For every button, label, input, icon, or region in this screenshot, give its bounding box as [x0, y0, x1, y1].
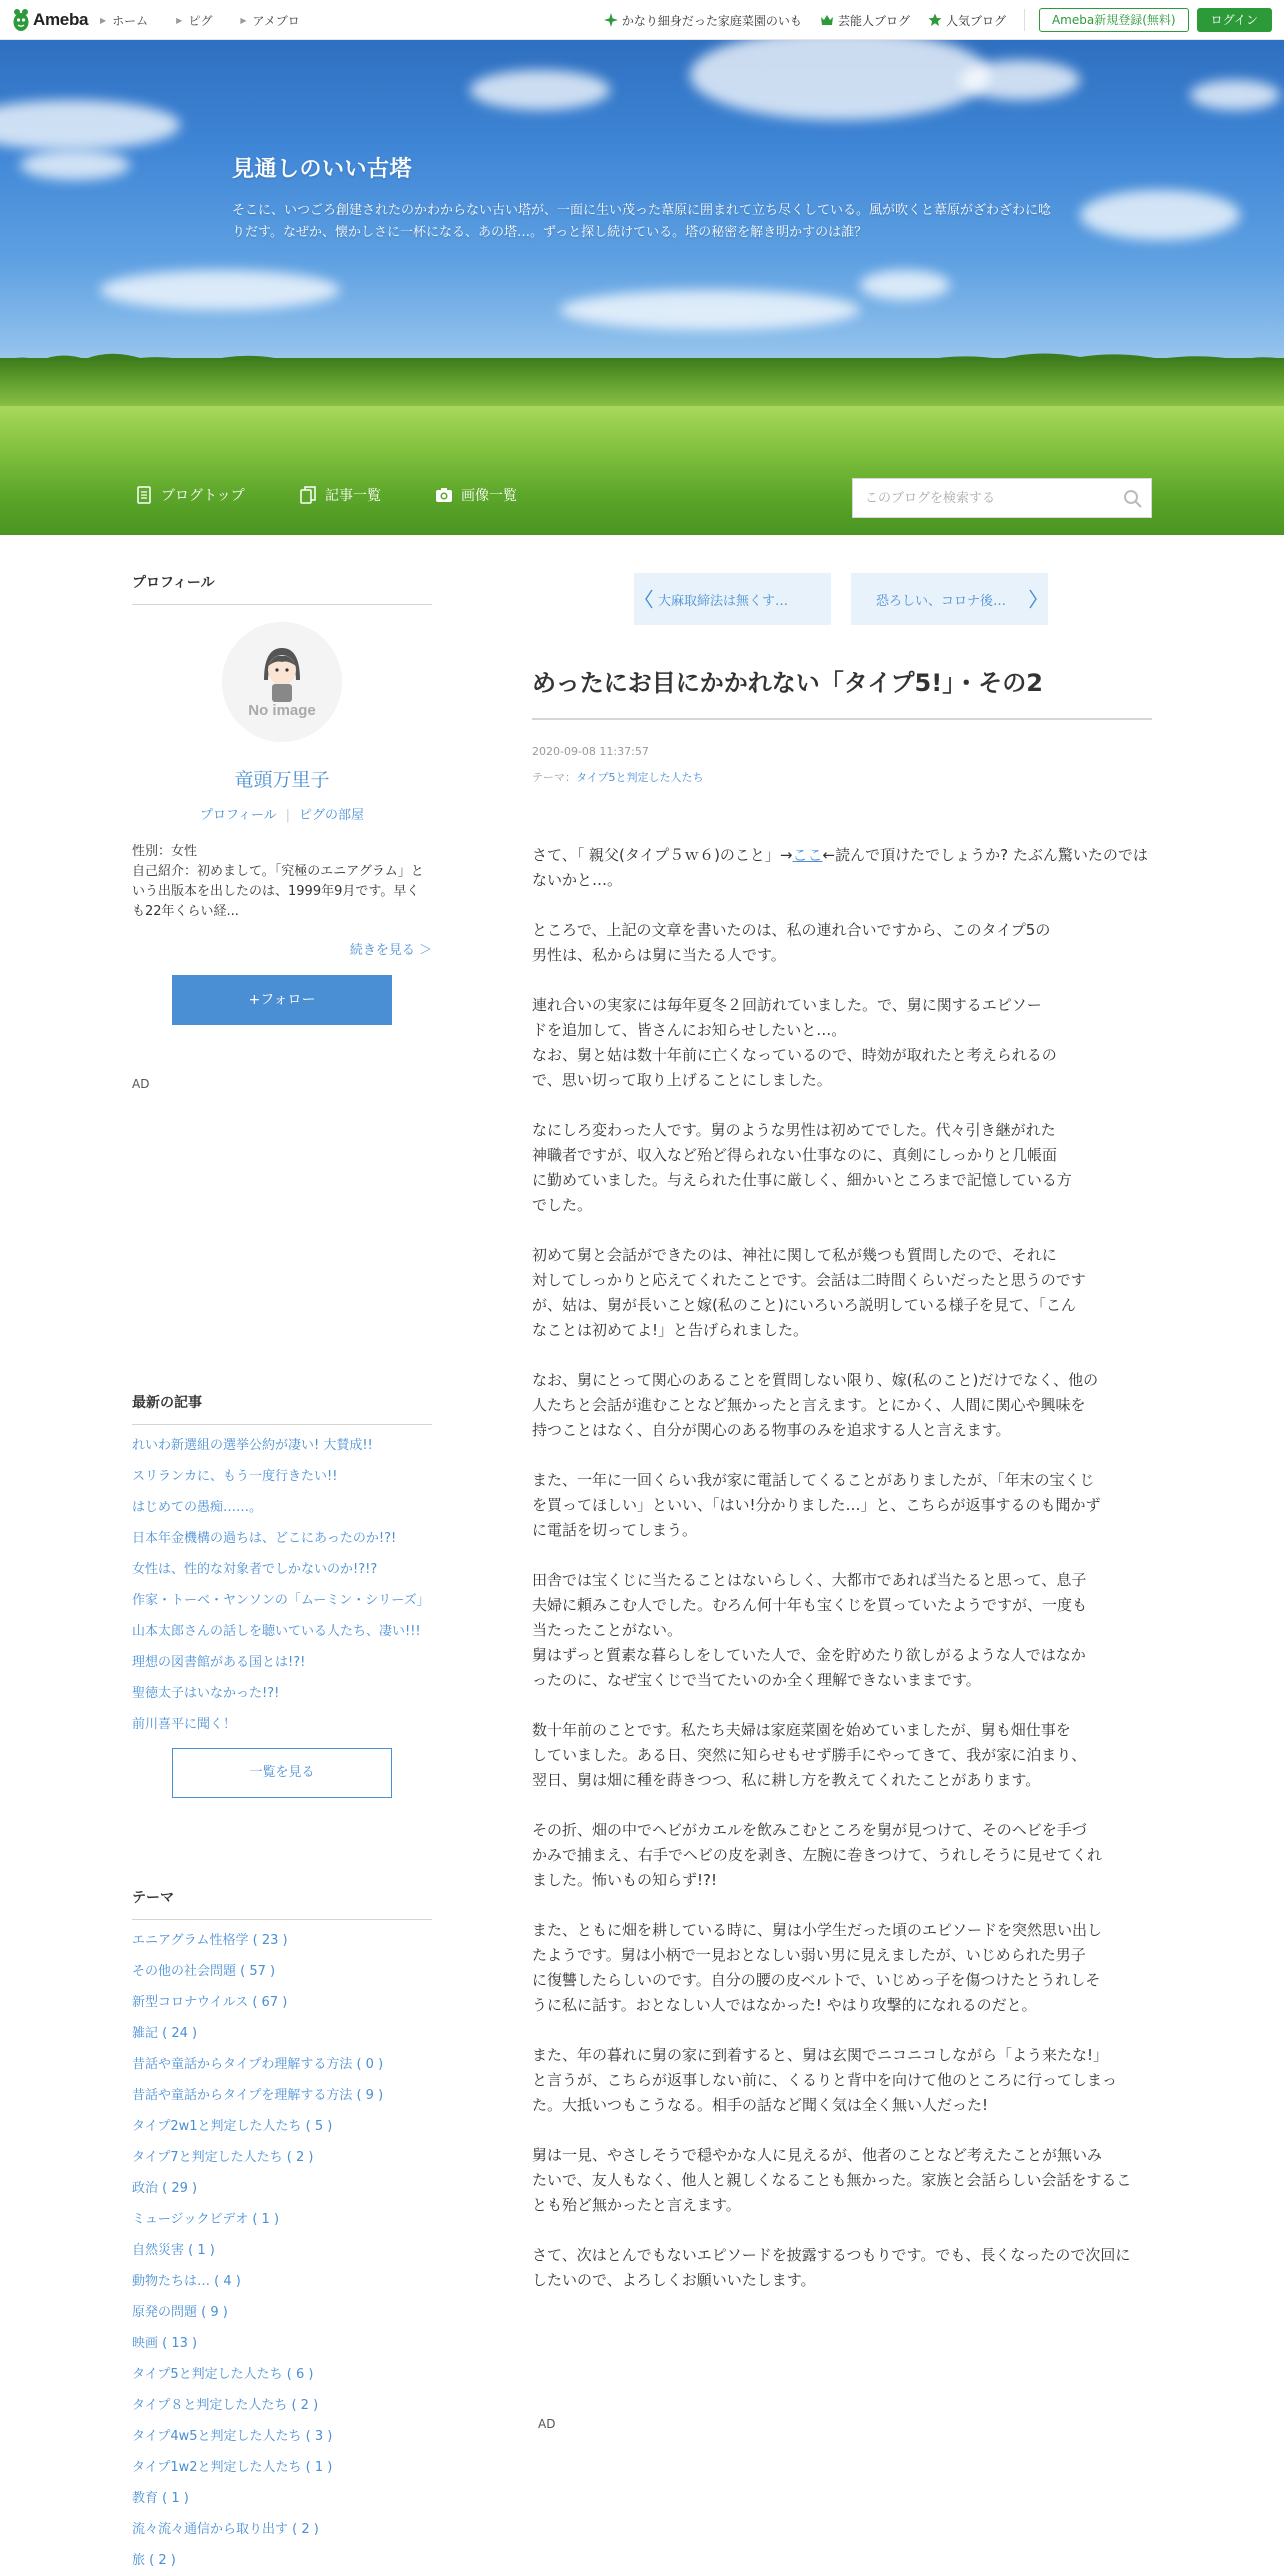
blog-search	[852, 478, 1152, 518]
read-more-link[interactable]: 続きを見る ＞	[349, 943, 432, 958]
separator: |	[285, 808, 291, 823]
ad-label: AD	[538, 2417, 556, 2431]
featured-blog-label: かなり細身だった家庭菜園のいも	[621, 13, 802, 28]
global-nav	[100, 0, 328, 40]
recent-article-link[interactable]: 前川喜平に聞く！	[132, 1717, 237, 1732]
theme-link[interactable]: タイプ5と判定した人たち ( 6 )	[132, 2367, 314, 2382]
image-list-label: 画像一覧	[461, 488, 517, 504]
cloud	[100, 270, 340, 310]
blog-top-label: ブログトップ	[161, 488, 245, 504]
pigg-room-link[interactable]: ピグの部屋	[299, 808, 365, 823]
follow-button[interactable]: +フォロー	[172, 975, 392, 1025]
hills	[0, 358, 1284, 410]
next-article-button[interactable]	[851, 573, 1048, 625]
chevron-left-icon	[644, 589, 654, 609]
nav-home-label: ホーム	[112, 13, 149, 28]
prev-article-button[interactable]	[634, 573, 831, 625]
avatar[interactable]	[222, 622, 342, 742]
triangle-right-icon: ▶	[100, 15, 107, 25]
article-paragraph: ところで、上記の文章を書いたのは、私の連れ合いですから、このタイプ5の 男性は、私からは舅に当たる人です。	[532, 921, 1051, 964]
blog-header-skin	[0, 40, 1284, 535]
article-paragraph: 舅は一見、やさしそうで穏やかな人に見えるが、他者のことなど考えたことが無いみ たいで、友人もなく、他人と親しくなることも無かった。家族と会話らしい会話をするこ とも殆ど無かったと言えます。	[532, 2146, 1132, 2214]
theme-link[interactable]: 昔話や童話からタイプわ理解する方法 ( 0 )	[132, 2057, 384, 2072]
theme-link[interactable]: 映画 ( 13 )	[132, 2336, 198, 2351]
article-theme-link[interactable]	[532, 769, 703, 785]
article-paragraph: また、年の暮れに舅の家に到着すると、舅は玄関でニコニコしながら「よう来たな!」 と言うが、こちらが返事しない前に、くるりと背中を向けて他のところに行ってしまっ た。大抵いつもこうなる。相手の話など聞く気は全く無い人だった!	[532, 2046, 1118, 2114]
image-list-link[interactable]	[435, 485, 517, 505]
blog-top-link[interactable]	[135, 485, 245, 505]
theme-link[interactable]: 旅 ( 2 )	[132, 2553, 176, 2568]
cloud	[1190, 80, 1280, 110]
recent-articles	[132, 1392, 432, 1798]
profile-heading: プロフィール	[132, 572, 432, 605]
recent-heading: 最新の記事	[132, 1392, 432, 1425]
article-pager	[634, 573, 1048, 625]
article-paragraph: なお、舅にとって関心のあることを質問しない限り、嫁(私のこと)だけでなく、他の 人たちと会話が進むことなど無かったと言えます。とにかく、人間に関心や興味を 持つことはなく、自分が関心のある物事のみを追求する人と言えます。	[532, 1371, 1099, 1439]
article-paragraph: また、一年に一回くらい我が家に電話してくることがありましたが、「年末の宝くじ を買ってほしい」といい、「はい!分かりました…」と、こちらが返事するのも聞かず に電話を切ってしまう。	[532, 1471, 1101, 1539]
camera-icon	[435, 486, 453, 504]
theme-link[interactable]: 原発の問題 ( 9 )	[132, 2305, 228, 2320]
paragraph-list	[532, 918, 1152, 2293]
theme-link[interactable]: ミュージックビデオ ( 1 )	[132, 2212, 280, 2227]
theme-prefix: テーマ：	[532, 771, 576, 784]
recent-article-link[interactable]: れいわ新選組の選挙公約が凄い! 大賛成!!	[132, 1438, 373, 1453]
profile-name[interactable]: 竜頭万里子	[234, 769, 330, 791]
search-icon[interactable]	[1123, 489, 1143, 509]
featured-blog-link[interactable]	[604, 12, 802, 29]
theme-link[interactable]: その他の社会問題 ( 57 )	[132, 1964, 276, 1979]
recent-article-link[interactable]: 聖徳太子はいなかった!?!	[132, 1686, 280, 1701]
pages-icon	[299, 486, 317, 504]
ameba-mascot-icon	[12, 8, 30, 32]
header-right	[604, 0, 1272, 40]
theme-link[interactable]: タイプ7と判定した人たち ( 2 )	[132, 2150, 314, 2165]
triangle-right-icon: ▶	[176, 15, 183, 25]
recent-article-link[interactable]: スリランカに、もう一度行きたい!!	[132, 1469, 338, 1484]
article-paragraph: また、ともに畑を耕している時に、舅は小学生だった頃のエピソードを突然思い出し たようです。舅は小柄で一見おとなしい弱い男に見えましたが、いじめられた男子 に復讐したらしいのです。自分の腰の皮ベルトで、いじめっ子を傷つけたとうれしそ うに私に話す。おとなしい人ではなかった! やはり攻撃的になれるのだと。	[532, 1921, 1103, 2014]
article-paragraph: なにしろ変わった人です。舅のような男性は初めてでした。代々引き継がれた 神職者ですが、収入など殆ど得られない仕事なのに、真剣にしっかりと几帳面 に勤めていました。与えられた仕事に厳しく、細かいところまで記憶している方 でした。	[532, 1121, 1072, 1214]
theme-link[interactable]: 自然災害 ( 1 )	[132, 2243, 215, 2258]
nav-pigg-label: ピグ	[188, 13, 213, 28]
no-image-avatar-icon	[222, 622, 342, 742]
recent-article-link[interactable]: はじめての愚痴……。	[132, 1500, 263, 1515]
theme-link[interactable]: 雑記 ( 24 )	[132, 2026, 198, 2041]
prev-article-label: 大麻取締法は無くす…	[658, 593, 789, 609]
article-paragraph: 数十年前のことです。私たち夫婦は家庭菜園を始めていましたが、舅も畑仕事を していました。ある日、突然に知らせもせず勝手にやってきて、我が家に泊まり、 翌日、舅は畑に種を蒔きつつ、私に耕し方を教えてくれたことがあります。	[532, 1721, 1087, 1789]
avatar-placeholder-text: No image	[248, 702, 316, 719]
article-paragraph	[532, 843, 1152, 893]
theme-link[interactable]: タイプ4w5と判定した人たち ( 3 )	[132, 2429, 333, 2444]
document-icon	[135, 486, 153, 504]
ameba-logo[interactable]	[12, 7, 88, 33]
cloud	[690, 40, 990, 120]
search-input[interactable]	[853, 479, 1113, 517]
theme-link[interactable]: 動物たちは… ( 4 )	[132, 2274, 241, 2289]
profile-link[interactable]: プロフィール	[199, 808, 277, 823]
profile-links	[132, 804, 432, 823]
next-article-label: 恐ろしい、コロナ後…	[876, 593, 1007, 609]
celebrity-blog-link[interactable]	[820, 12, 910, 29]
recent-article-link[interactable]: 作家・トーベ・ヤンソンの「ムーミン・シリーズ」	[132, 1593, 430, 1608]
cloud	[0, 100, 180, 150]
profile-intro: 自己紹介：初めまして。「究極のエニアグラム」という出版本を出したのは、1999年9月です。早くも22年くらい経...	[132, 864, 424, 919]
blog-title[interactable]: 見通しのいい古塔	[232, 157, 413, 182]
triangle-right-icon: ▶	[240, 15, 247, 25]
cloud	[1080, 190, 1240, 240]
ad-label: AD	[132, 1077, 150, 1091]
sparkle-icon	[604, 13, 618, 27]
cloud	[960, 60, 1080, 100]
blog-description: そこに、いつごろ創建されたのかわからない古い塔が、一面に生い茂った葦原に囲まれて立ち尽くしている。風が吹くと葦原がざわざわに唸りだす。なぜか、懐かしさに一杯になる、あの塔…。ずっと探し続けている。塔の秘密を解き明かすのは誰？	[232, 203, 1052, 240]
theme-link[interactable]: 昔話や童話からタイプを理解する方法 ( 9 )	[132, 2088, 384, 2103]
theme-link[interactable]: 教育 ( 1 )	[132, 2491, 189, 2506]
inline-link[interactable]: ここ	[792, 846, 823, 864]
theme-list	[132, 1932, 432, 2568]
nav-ameblo[interactable]	[240, 12, 299, 29]
list-all-button[interactable]: 一覧を見る	[172, 1748, 392, 1798]
recent-article-link[interactable]: 理想の図書館がある国とは!?!	[132, 1655, 306, 1670]
popular-blog-label: 人気ブログ	[945, 13, 1006, 28]
divider	[1024, 9, 1025, 31]
theme-link[interactable]: タイプ1w2と判定した人たち ( 1 )	[132, 2460, 333, 2475]
theme-link[interactable]: タイプ８と判定した人たち ( 2 )	[132, 2398, 319, 2413]
popular-blog-link[interactable]	[928, 12, 1006, 29]
profile-bio	[132, 842, 432, 922]
theme-heading: テーマ	[132, 1887, 432, 1920]
article-list-link[interactable]	[299, 485, 381, 505]
article-list-label: 記事一覧	[325, 488, 381, 504]
nav-ameblo-label: アメブロ	[252, 13, 300, 28]
global-header	[0, 0, 1284, 40]
cloud	[560, 290, 860, 330]
login-button[interactable]: ログイン	[1197, 8, 1272, 32]
article-paragraph: さて、次はとんでもないエピソードを披露するつもりです。でも、長くなったので次回に したいので、よろしくお願いいたします。	[532, 2246, 1131, 2289]
recent-article-link[interactable]: 日本年金機構の過ちは、どこにあったのか!?!	[132, 1531, 397, 1546]
star-icon	[928, 13, 942, 27]
paragraph-text: ←読んで頂けたでしょうか? たぶん驚いたのではないかと…。	[532, 846, 1148, 889]
article-paragraph: 連れ合いの実家には毎年夏冬２回訪れていました。で、舅に関するエピソー ドを追加して、皆さんにお知らせしたいと…。 なお、舅と姑は数十年前に亡くなっているので、時効が取れたと考えられるの で、思い切って取り上げることにしました。	[532, 996, 1057, 1089]
theme-section	[132, 1887, 432, 2568]
chevron-right-icon	[1028, 589, 1038, 609]
theme-link[interactable]: タイプ2w1と判定した人たち ( 5 )	[132, 2119, 333, 2134]
theme-link[interactable]: 流々流々通信から取り出す ( 2 )	[132, 2522, 319, 2537]
nav-pigg[interactable]	[176, 12, 212, 29]
recent-article-link[interactable]: 女性は、性的な対象者でしかないのか!?!?	[132, 1562, 378, 1577]
cloud	[20, 150, 130, 180]
crown-icon	[820, 13, 834, 27]
cloud	[470, 70, 610, 110]
article-paragraph: 初めて舅と会話ができたのは、神社に関して私が幾つも質問したので、それに 対してしっかりと応えてくれたことです。会話は二時間くらいだったと思うのです が、姑は、舅が長いこと嫁(私のこと)にいろいろ説明している様子を見て、「こん なことは初めてよ!」と告げられました。	[532, 1246, 1086, 1339]
theme-link[interactable]: 政治 ( 29 )	[132, 2181, 198, 2196]
article-paragraph: 田舎では宝くじに当たることはないらしく、大都市であれば当たると思って、息子 夫婦に頼みこむ人でした。むろん何十年も宝くじを買っていたようですが、一度も 当たったことがない。 舅はずっと質素な暮らしをしていた人で、金を貯めたり欲しがるような人ではなか ったのに、なぜ宝くじで当てたいのか全く理解できないままです。	[532, 1571, 1088, 1689]
cloud	[860, 270, 950, 300]
theme-link[interactable]: エニアグラム性格学 ( 23 )	[132, 1933, 288, 1948]
article-title[interactable]: めったにお目にかかれない「タイプ5!」・その2	[532, 663, 1152, 720]
theme-name: タイプ5と判定した人たち	[576, 771, 704, 784]
register-button[interactable]: Ameba新規登録(無料)	[1039, 8, 1189, 32]
nav-home[interactable]	[100, 12, 148, 29]
profile-gender: 性別：女性	[132, 844, 198, 859]
recent-article-list	[132, 1437, 432, 1734]
logo-text: Ameba	[33, 10, 89, 29]
article-body	[532, 843, 1152, 2318]
theme-link[interactable]: 新型コロナウイルス ( 67 )	[132, 1995, 288, 2010]
recent-article-link[interactable]: 山本太郎さんの話しを聴いている人たち、凄い!!!	[132, 1624, 421, 1639]
article-date: 2020-09-08 11:37:57	[532, 745, 649, 758]
celebrity-blog-label: 芸能人ブログ	[837, 13, 910, 28]
article-paragraph: その折、畑の中でヘビがカエルを飲みこむところを舅が見つけて、そのヘビを手づ かみで捕まえ、右手でヘビの皮を剥き、左腕に巻きつけて、うれしそうに見せてくれ ました。怖いもの知らず!?!	[532, 1821, 1103, 1889]
paragraph-text: さて、「 親父(タイプ５ｗ６)のこと」→	[532, 846, 793, 864]
